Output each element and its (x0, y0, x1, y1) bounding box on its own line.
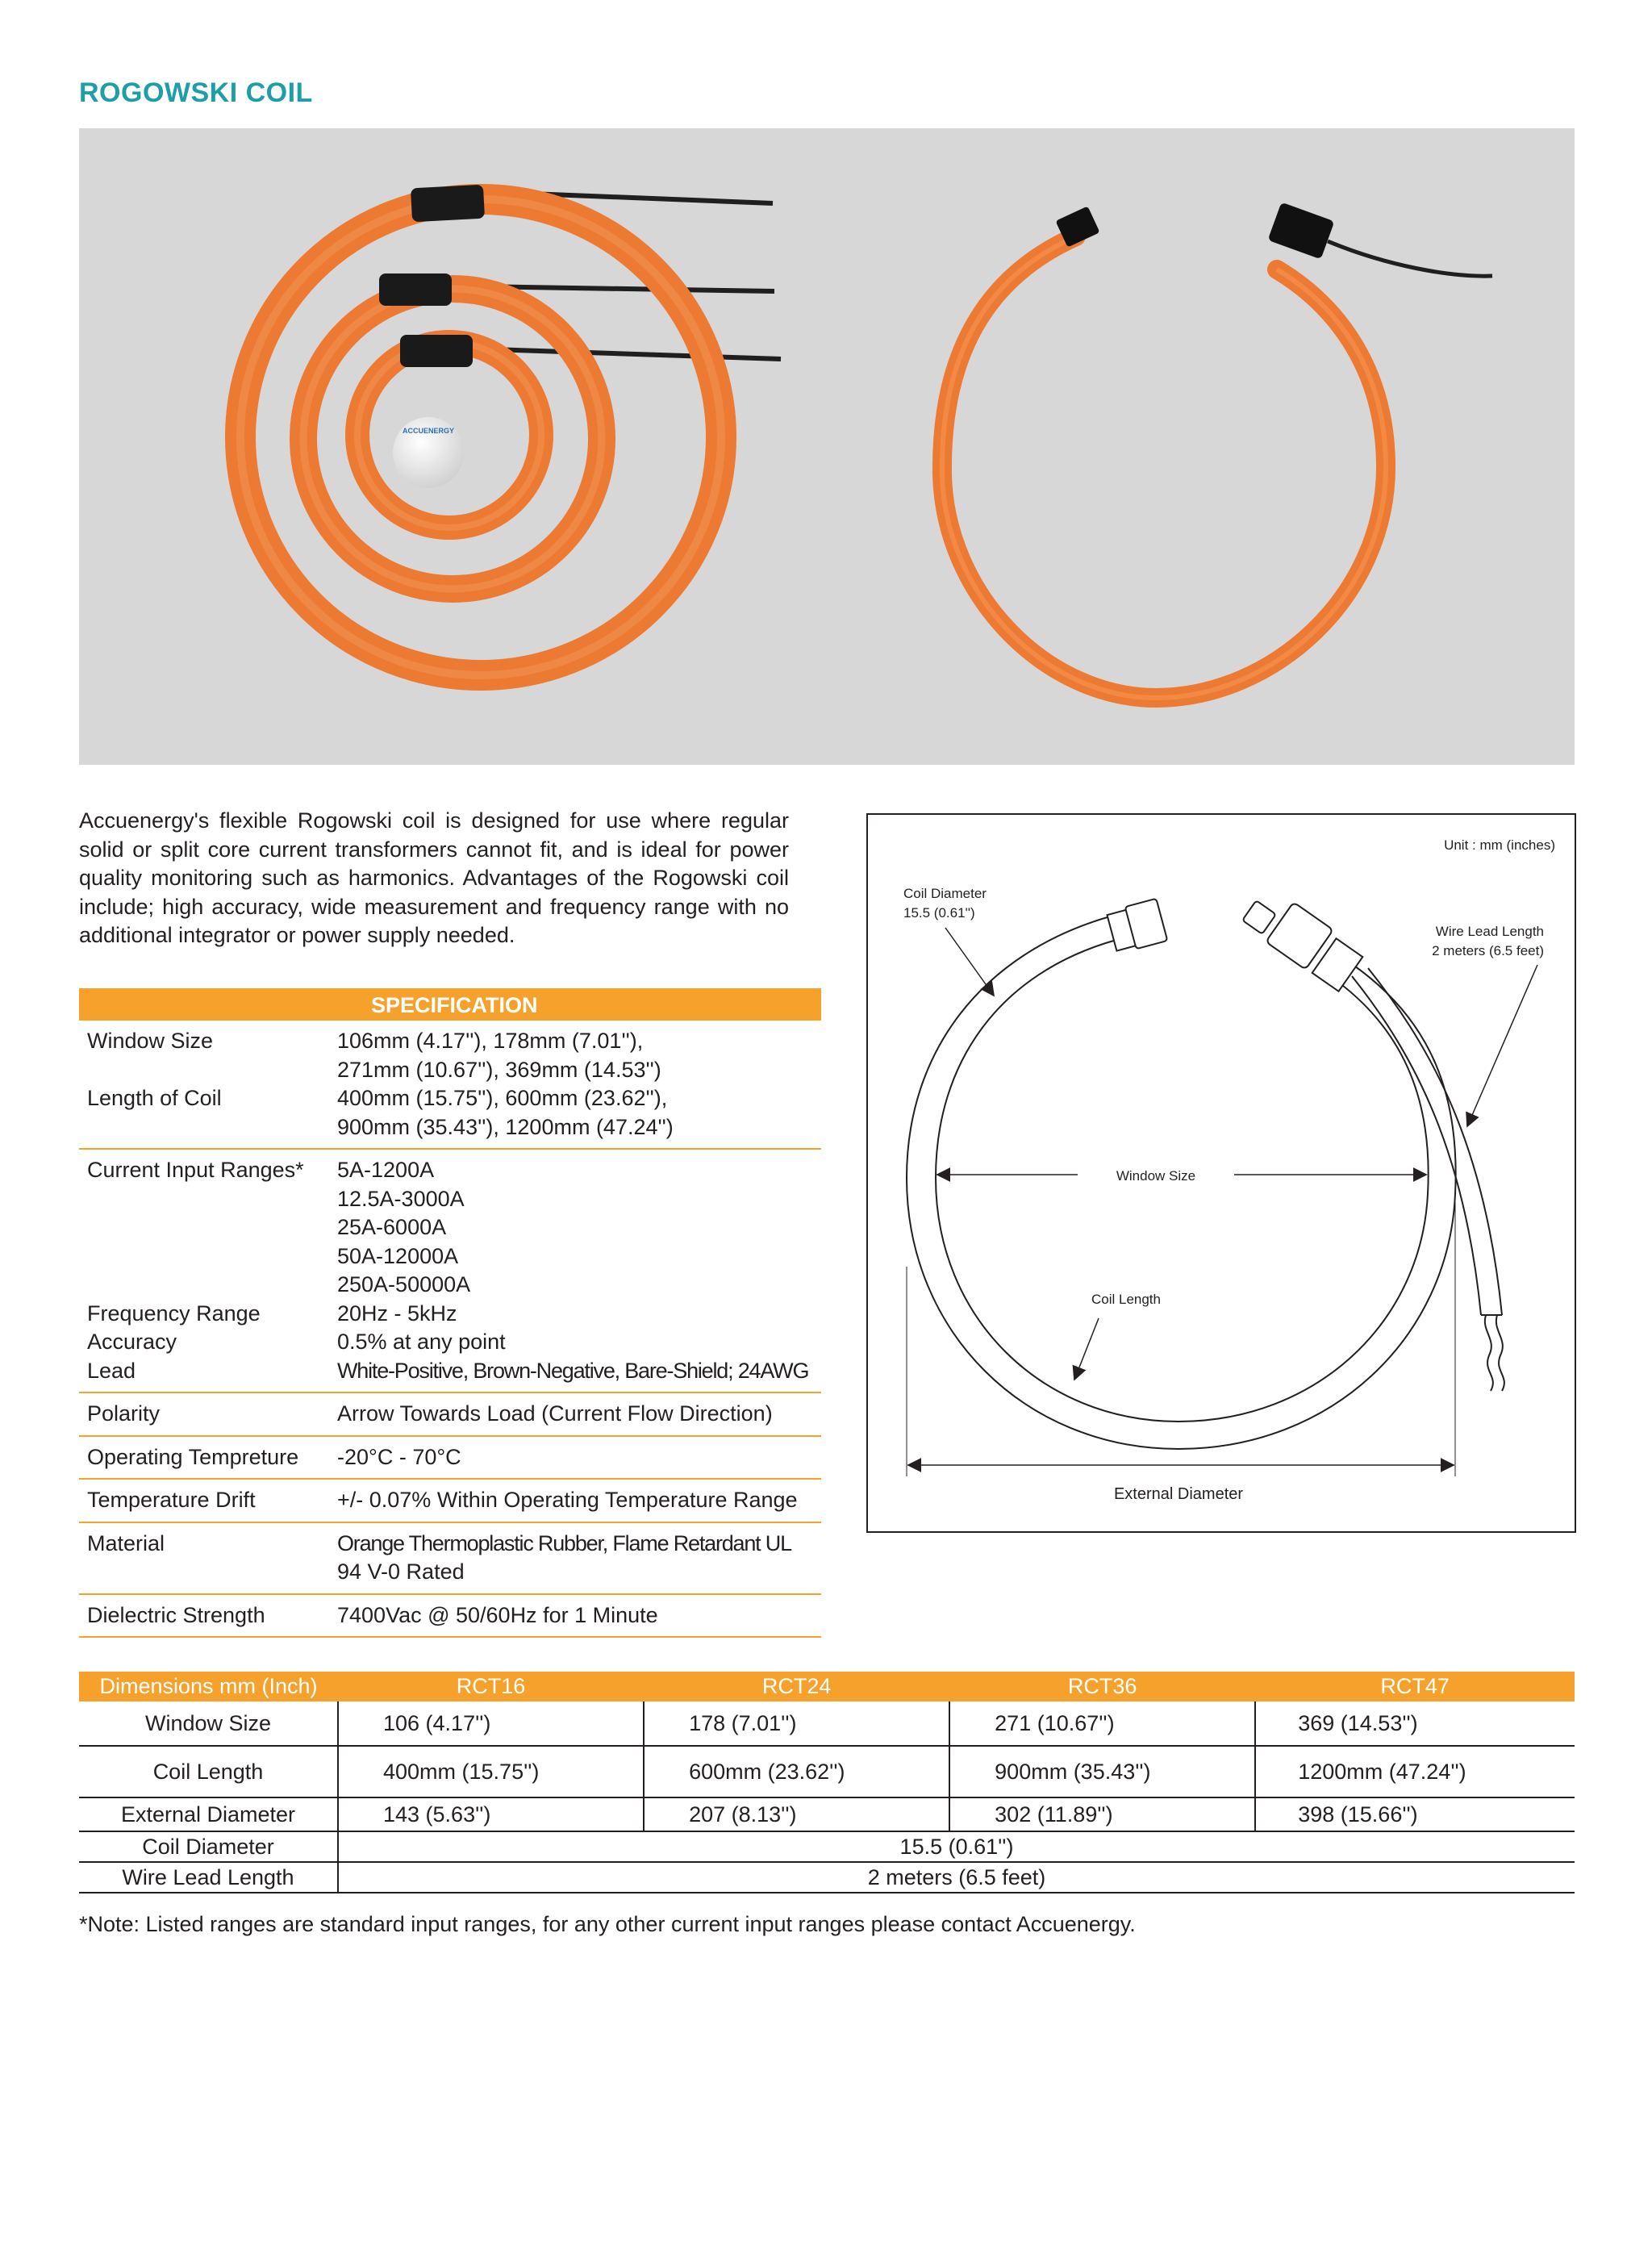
table-cell: 302 (11.89'') (949, 1797, 1255, 1831)
spec-value: 0.5% at any point (337, 1330, 506, 1354)
dim-header-0: Dimensions mm (Inch) (79, 1672, 338, 1701)
spec-value: Arrow Towards Load (Current Flow Direction) (337, 1401, 773, 1426)
rogowski-coil-photo (79, 128, 1575, 765)
spec-line (79, 1056, 821, 1085)
window-size-label: Window Size (1116, 1168, 1196, 1184)
spec-label (79, 1242, 337, 1271)
spec-line (79, 1156, 821, 1185)
spec-label: Lead (87, 1358, 136, 1383)
spec-value: 12.5A-3000A (337, 1186, 465, 1211)
table-cell: 600mm (23.62'') (644, 1746, 949, 1797)
dim-header-2: RCT24 (644, 1672, 949, 1701)
dim-header-3: RCT36 (949, 1672, 1255, 1701)
spec-line (79, 1357, 821, 1386)
spec-label: Accuracy (87, 1330, 177, 1354)
row-label: External Diameter (79, 1797, 338, 1831)
dimensions-header-row (79, 1672, 1575, 1701)
dim-header-4: RCT47 (1255, 1672, 1575, 1701)
row-label: Window Size (79, 1701, 338, 1746)
wire-lead-label: Wire Lead Length (1435, 924, 1544, 939)
spec-value: 900mm (35.43''), 1200mm (47.24'') (337, 1114, 674, 1139)
unit-label: Unit : mm (inches) (1444, 837, 1555, 853)
spec-value: 20Hz - 5kHz (337, 1301, 457, 1326)
table-cell: 178 (7.01'') (644, 1701, 949, 1746)
spec-value: 250A-50000A (337, 1272, 471, 1296)
spec-line (79, 1328, 821, 1357)
spec-value: 400mm (15.75''), 600mm (23.62''), (337, 1086, 668, 1110)
spec-label (79, 1213, 337, 1242)
row-label: Coil Diameter (79, 1831, 338, 1862)
product-photo (79, 128, 1575, 765)
specification-table (79, 988, 821, 1638)
spec-label (79, 1271, 337, 1300)
spec-label (79, 1056, 337, 1085)
spec-label: Length of Coil (87, 1086, 222, 1110)
spec-line (79, 1400, 821, 1429)
table-cell: 369 (14.53'') (1255, 1701, 1575, 1746)
spec-label (79, 1558, 337, 1587)
table-row (79, 1701, 1575, 1746)
external-diameter-label: External Diameter (1113, 1485, 1244, 1503)
spec-value: 7400Vac @ 50/60Hz for 1 Minute (337, 1602, 658, 1627)
spec-row (79, 1437, 821, 1480)
spec-row (79, 1393, 821, 1437)
table-cell: 398 (15.66'') (1255, 1797, 1575, 1831)
page-title: ROGOWSKI COIL (79, 77, 313, 108)
wire-lead-value: 2 meters (6.5 feet) (1432, 943, 1544, 958)
spec-label: Temperature Drift (87, 1488, 256, 1512)
intro-paragraph: Accuenergy's flexible Rogowski coil is designed for use where regular solid or split core current transformers cannot fit, and is ideal for power quality monitoring such as harmonics. Advantages of the Rogowski coil include; high accuracy, wide measurement and frequency range with no additional integrator or power supply needed. (79, 808, 789, 947)
coil-diameter-value: 15.5 (0.61'') (903, 905, 975, 921)
spec-label: Window Size (87, 1029, 214, 1053)
ball-brand: ACCUENERGY (402, 427, 455, 435)
spec-row (79, 1480, 821, 1523)
dimensions-table (79, 1672, 1575, 1893)
spec-line (79, 1185, 821, 1214)
spec-value: Orange Thermoplastic Rubber, Flame Retardant UL (337, 1530, 791, 1555)
spec-value: White-Positive, Brown-Negative, Bare-Shield; 24AWG (337, 1358, 809, 1383)
spec-line (79, 1027, 821, 1056)
spec-label (79, 1185, 337, 1214)
spec-value: 106mm (4.17''), 178mm (7.01''), (337, 1029, 644, 1053)
spec-line (79, 1300, 821, 1329)
footnote: *Note: Listed ranges are standard input ranges, for any other current input ranges please contact Accuenergy. (79, 1912, 1136, 1936)
table-cell: 106 (4.17'') (338, 1701, 644, 1746)
spec-label: Dielectric Strength (87, 1602, 265, 1627)
spec-row (79, 1523, 821, 1595)
spec-label: Material (87, 1530, 165, 1555)
spec-value: 5A-1200A (337, 1158, 435, 1182)
spec-value: +/- 0.07% Within Operating Temperature Range (337, 1488, 798, 1512)
row-label: Coil Length (79, 1746, 338, 1797)
specification-header: SPECIFICATION (79, 988, 821, 1021)
spec-row (79, 1595, 821, 1639)
spec-value: 94 V-0 Rated (337, 1559, 465, 1584)
table-cell: 207 (8.13'') (644, 1797, 949, 1831)
spec-row (79, 1021, 821, 1150)
table-cell: 143 (5.63'') (338, 1797, 644, 1831)
spec-value: 25A-6000A (337, 1215, 447, 1239)
row-label: Wire Lead Length (79, 1862, 338, 1893)
spec-line (79, 1213, 821, 1242)
spec-label: Operating Tempreture (87, 1444, 299, 1469)
table-cell: 900mm (35.43'') (949, 1746, 1255, 1797)
spec-line (79, 1084, 821, 1113)
spec-line (79, 1242, 821, 1271)
spec-line (79, 1530, 821, 1559)
table-row (79, 1831, 1575, 1862)
spec-line (79, 1443, 821, 1472)
spec-row (79, 1150, 821, 1393)
table-cell: 15.5 (0.61'') (338, 1831, 1575, 1862)
spec-label: Polarity (87, 1401, 161, 1426)
spec-value: -20°C - 70°C (337, 1444, 461, 1469)
spec-line (79, 1113, 821, 1142)
spec-value: 271mm (10.67''), 369mm (14.53'') (337, 1057, 661, 1082)
spec-line (79, 1486, 821, 1515)
spec-label: Current Input Ranges* (87, 1158, 304, 1182)
table-cell: 271 (10.67'') (949, 1701, 1255, 1746)
spec-value: 50A-12000A (337, 1243, 459, 1268)
table-cell: 1200mm (47.24'') (1255, 1746, 1575, 1797)
table-cell: 2 meters (6.5 feet) (338, 1862, 1575, 1893)
table-row (79, 1862, 1575, 1893)
coil-diameter-label: Coil Diameter (903, 886, 987, 901)
spec-line (79, 1271, 821, 1300)
dim-header-1: RCT16 (338, 1672, 644, 1701)
coil-length-label: Coil Length (1091, 1292, 1162, 1307)
table-cell: 400mm (15.75'') (338, 1746, 644, 1797)
table-row (79, 1746, 1575, 1797)
spec-line (79, 1601, 821, 1630)
spec-line (79, 1558, 821, 1587)
dimension-diagram (866, 813, 1576, 1533)
table-row (79, 1797, 1575, 1831)
spec-label: Frequency Range (87, 1301, 261, 1326)
spec-label (79, 1113, 337, 1142)
